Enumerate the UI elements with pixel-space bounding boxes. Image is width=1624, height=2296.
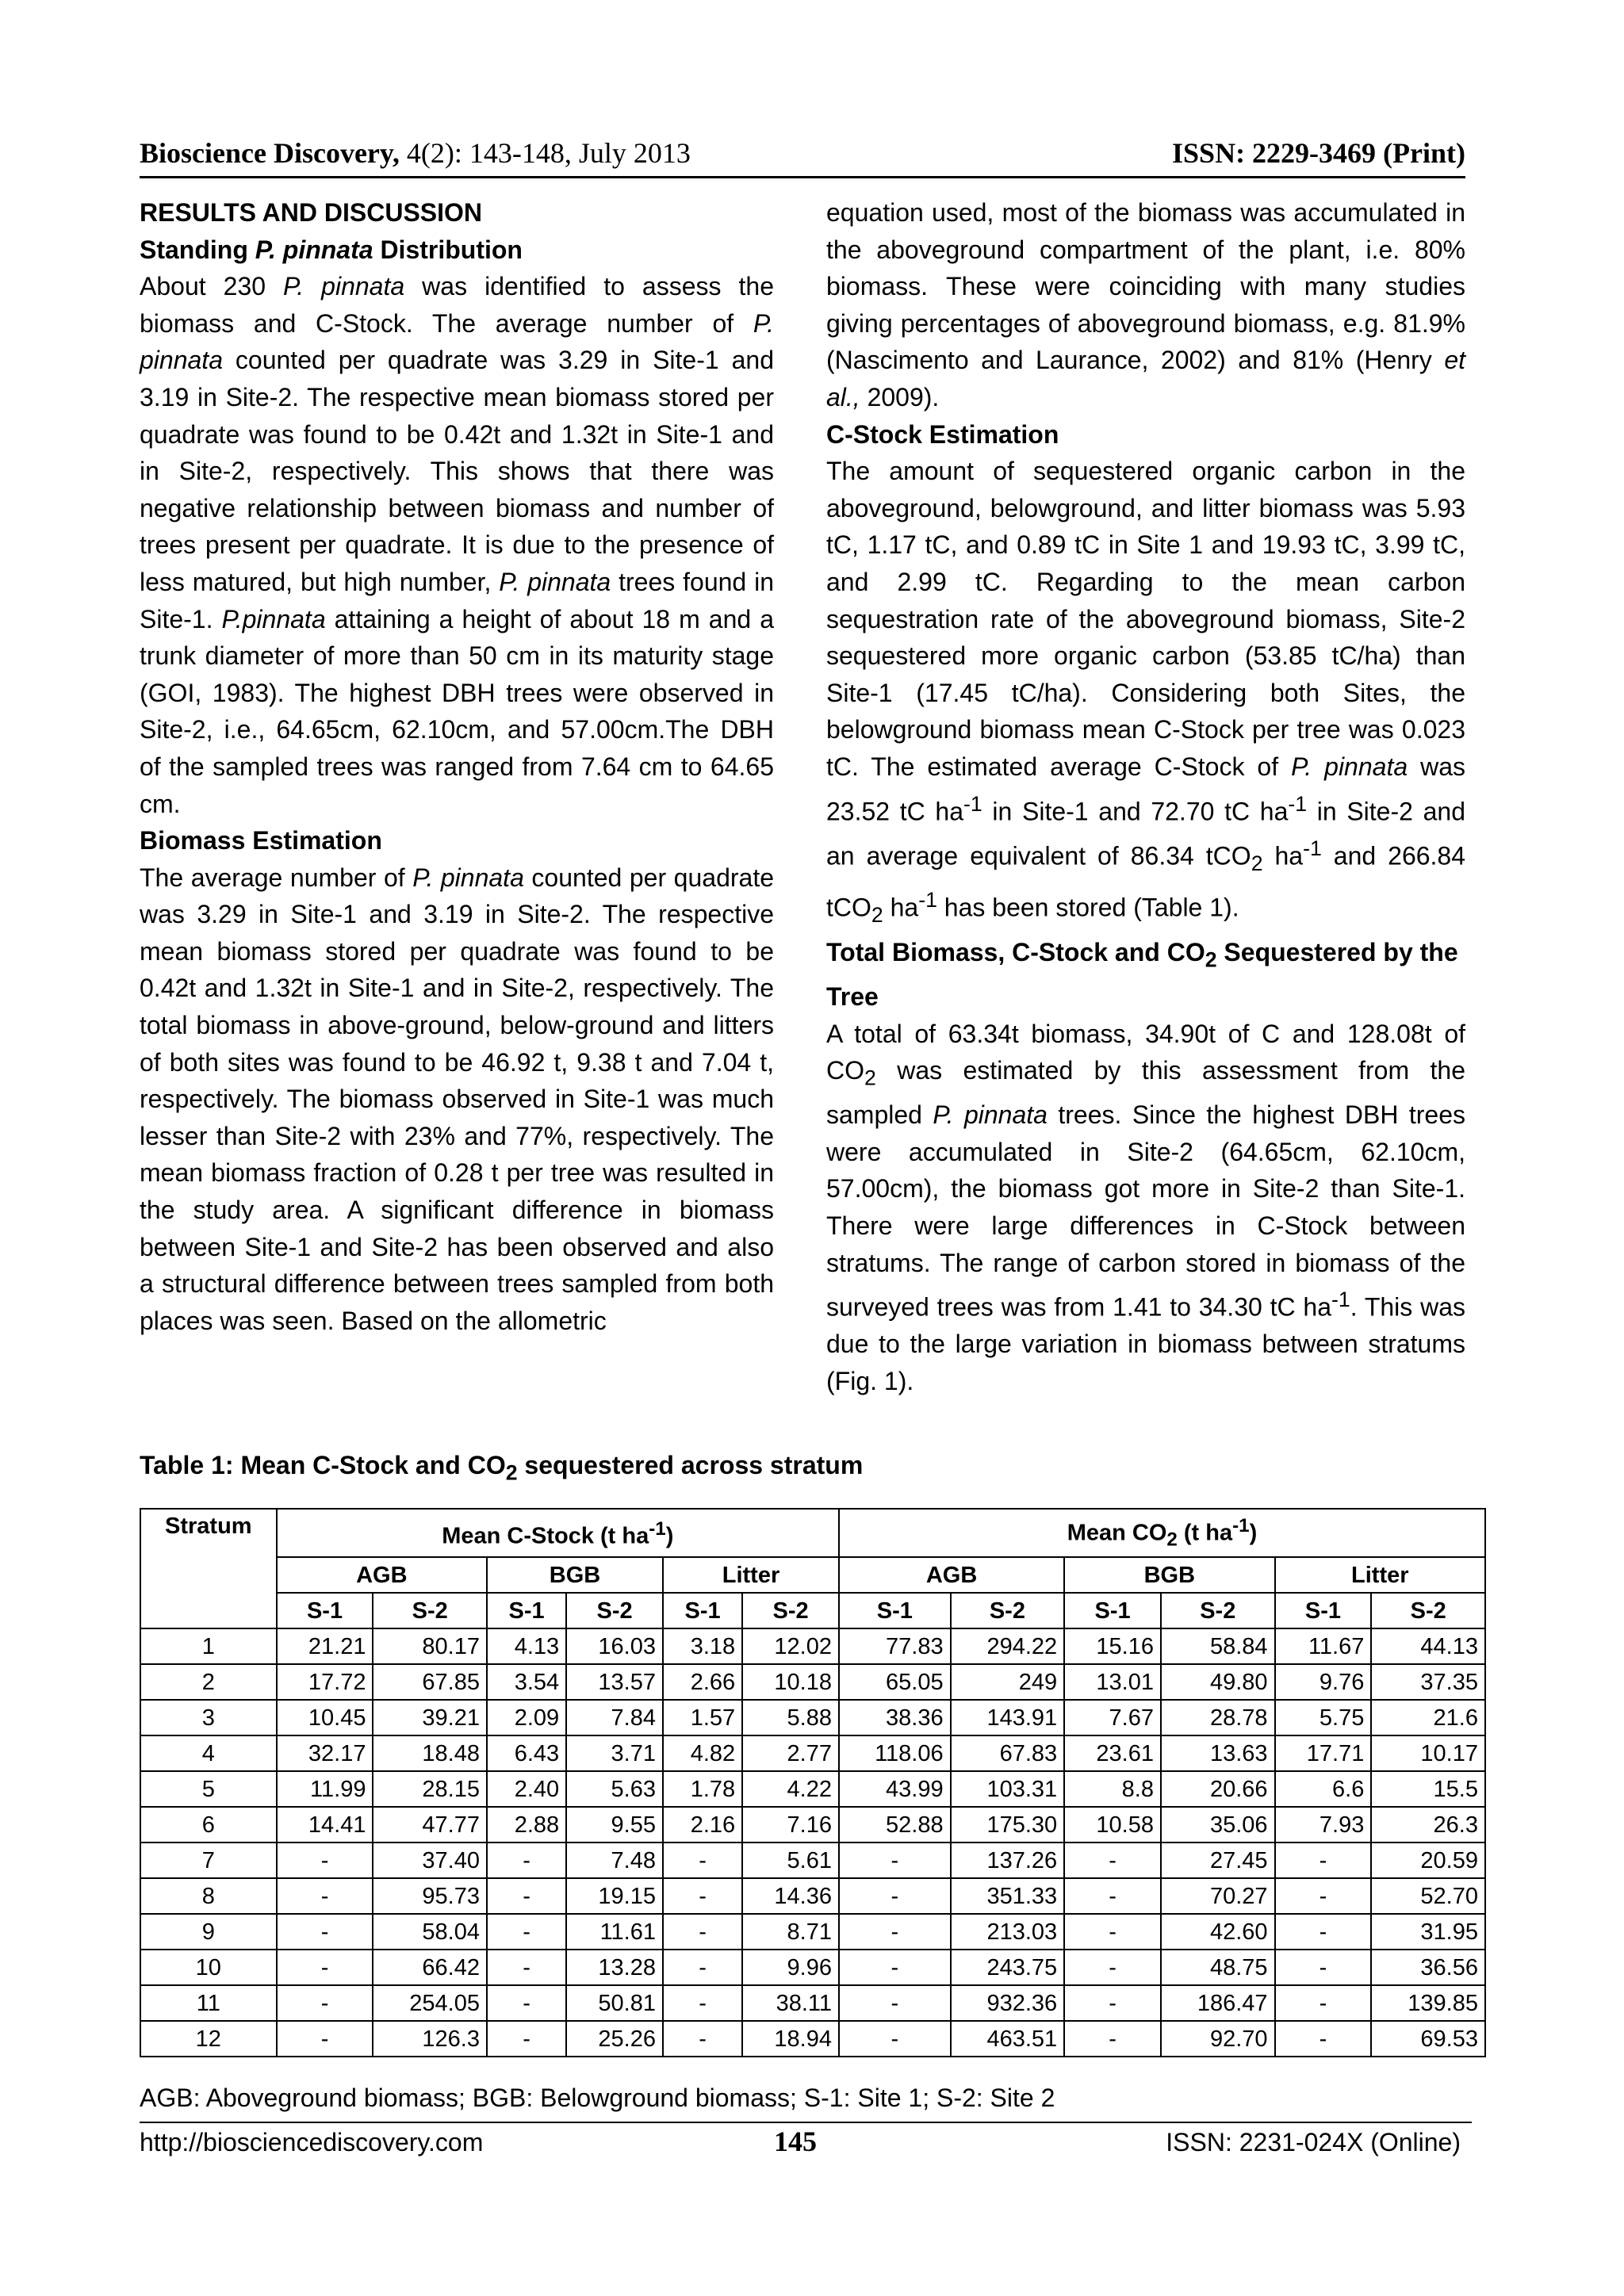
journal-issue: 4(2): 143-148, July 2013 [399, 137, 691, 169]
value-cell: 7.93 [1275, 1807, 1372, 1843]
value-cell: 23.61 [1064, 1735, 1161, 1771]
site-header: S-2 [742, 1593, 839, 1628]
value-cell: - [1275, 1914, 1372, 1950]
value-cell: 351.33 [951, 1878, 1065, 1914]
value-cell: 463.51 [951, 2021, 1065, 2057]
site-header: S-1 [487, 1593, 566, 1628]
paragraph-distribution: About 230 P. pinnata was identified to assess the biomass and C-Stock. The average number of P. pinnata counted per quadrate was 3.29 in Site-1 and 3.19 in Site-2. The respective mean biomass stored per quadrate was found to be 0.42t and 1.32t in Site-1 and in Site-2, respectively. This shows that there was negative relationship between biomass and number of trees present per quadrate. It is due to the presence of less matured, but high number, P. pinnata trees found in Site-1. P.pinnata attaining a height of about 18 m and a trunk diameter of more than 50 cm in its maturity stage (GOI, 1983). The highest DBH trees were observed in Site-2, i.e., 64.65cm, 62.10cm, and 57.00cm.The DBH of the sampled trees was ranged from 7.64 cm to 64.65 cm. [140, 272, 775, 818]
value-cell: 69.53 [1371, 2021, 1485, 2057]
value-cell: 294.22 [951, 1628, 1065, 1664]
value-cell: 6.43 [487, 1735, 566, 1771]
value-cell: 137.26 [951, 1843, 1065, 1878]
site-header: S-1 [839, 1593, 951, 1628]
value-cell: 11.61 [566, 1914, 663, 1950]
value-cell: 186.47 [1161, 1985, 1275, 2021]
value-cell: - [839, 1985, 951, 2021]
stratum-cell: 10 [140, 1950, 277, 1985]
value-cell: - [1275, 1843, 1372, 1878]
value-cell: - [1064, 2021, 1161, 2057]
value-cell: 11.67 [1275, 1628, 1372, 1664]
value-cell: 7.84 [566, 1700, 663, 1735]
value-cell: - [1275, 1950, 1372, 1985]
value-cell: 80.17 [373, 1628, 487, 1664]
value-cell: 118.06 [839, 1735, 951, 1771]
value-cell: - [277, 1878, 373, 1914]
issn-print: ISSN: 2229-3469 (Print) [1172, 137, 1465, 169]
value-cell: - [487, 1843, 566, 1878]
page-footer [140, 2122, 1472, 2163]
section-title: RESULTS AND DISCUSSION [140, 198, 483, 227]
value-cell: 11.99 [277, 1771, 373, 1807]
subgroup-header: AGB [839, 1557, 1064, 1593]
value-cell: 2.77 [742, 1735, 839, 1771]
value-cell: 17.71 [1275, 1735, 1372, 1771]
site-header: S-2 [1161, 1593, 1275, 1628]
subheading-biomass: Biomass Estimation [140, 826, 382, 855]
stratum-cell: 9 [140, 1914, 277, 1950]
table-row [140, 1771, 1485, 1807]
table-row [140, 2021, 1485, 2057]
site-header: S-2 [566, 1593, 663, 1628]
value-cell: 13.01 [1064, 1664, 1161, 1700]
table-row [140, 1664, 1485, 1700]
value-cell: 17.72 [277, 1664, 373, 1700]
value-cell: 20.59 [1371, 1843, 1485, 1878]
value-cell: 139.85 [1371, 1985, 1485, 2021]
value-cell: - [839, 1914, 951, 1950]
subgroup-header-row [140, 1557, 1485, 1593]
value-cell: 47.77 [373, 1807, 487, 1843]
value-cell: - [277, 1985, 373, 2021]
value-cell: 13.63 [1161, 1735, 1275, 1771]
stratum-cell: 7 [140, 1843, 277, 1878]
table-row [140, 1700, 1485, 1735]
value-cell: 143.91 [951, 1700, 1065, 1735]
value-cell: - [1064, 1914, 1161, 1950]
value-cell: 28.78 [1161, 1700, 1275, 1735]
subheading-cstock: C-Stock Estimation [826, 419, 1059, 449]
value-cell: 2.88 [487, 1807, 566, 1843]
right-column [826, 194, 1465, 1400]
value-cell: 37.35 [1371, 1664, 1485, 1700]
value-cell: 213.03 [951, 1914, 1065, 1950]
stratum-header: Stratum [140, 1509, 277, 1628]
value-cell: 126.3 [373, 2021, 487, 2057]
stratum-cell: 12 [140, 2021, 277, 2057]
value-cell: 2.66 [663, 1664, 742, 1700]
footer-issn-online: ISSN: 2231-024X (Online) [1166, 2128, 1461, 2156]
value-cell: - [839, 2021, 951, 2057]
value-cell: 66.42 [373, 1950, 487, 1985]
subgroup-header: BGB [1064, 1557, 1274, 1593]
journal-name: Bioscience Discovery, [140, 137, 400, 169]
table-row [140, 1735, 1485, 1771]
value-cell: 26.3 [1371, 1807, 1485, 1843]
subgroup-header: BGB [487, 1557, 663, 1593]
value-cell: 67.83 [951, 1735, 1065, 1771]
value-cell: 10.18 [742, 1664, 839, 1700]
page-header [140, 136, 1465, 178]
value-cell: 38.36 [839, 1700, 951, 1735]
value-cell: 2.16 [663, 1807, 742, 1843]
value-cell: 43.99 [839, 1771, 951, 1807]
value-cell: 36.56 [1371, 1950, 1485, 1985]
value-cell: 9.55 [566, 1807, 663, 1843]
value-cell: 3.18 [663, 1628, 742, 1664]
value-cell: - [277, 1914, 373, 1950]
table-row [140, 1628, 1485, 1664]
value-cell: 254.05 [373, 1985, 487, 2021]
stratum-cell: 8 [140, 1878, 277, 1914]
value-cell: 67.85 [373, 1664, 487, 1700]
value-cell: 4.82 [663, 1735, 742, 1771]
value-cell: 58.04 [373, 1914, 487, 1950]
value-cell: - [663, 1914, 742, 1950]
subheading-distribution: Standing P. pinnata Distribution [140, 235, 523, 264]
value-cell: 249 [951, 1664, 1065, 1700]
value-cell: 49.80 [1161, 1664, 1275, 1700]
value-cell: 18.48 [373, 1735, 487, 1771]
value-cell: 9.96 [742, 1950, 839, 1985]
value-cell: - [1064, 1950, 1161, 1985]
stratum-cell: 4 [140, 1735, 277, 1771]
table-row [140, 1985, 1485, 2021]
table-row [140, 1878, 1485, 1914]
value-cell: 12.02 [742, 1628, 839, 1664]
value-cell: - [663, 1950, 742, 1985]
value-cell: - [487, 1878, 566, 1914]
value-cell: 10.58 [1064, 1807, 1161, 1843]
value-cell: 15.16 [1064, 1628, 1161, 1664]
stratum-cell: 6 [140, 1807, 277, 1843]
value-cell: 5.88 [742, 1700, 839, 1735]
value-cell: 50.81 [566, 1985, 663, 2021]
value-cell: 14.36 [742, 1878, 839, 1914]
value-cell: 1.57 [663, 1700, 742, 1735]
value-cell: 3.71 [566, 1735, 663, 1771]
table-footnote: AGB: Aboveground biomass; BGB: Belowground biomass; S-1: Site 1; S-2: Site 2 [140, 2084, 1055, 2112]
value-cell: 39.21 [373, 1700, 487, 1735]
value-cell: 16.03 [566, 1628, 663, 1664]
value-cell: - [663, 2021, 742, 2057]
value-cell: 77.83 [839, 1628, 951, 1664]
value-cell: 4.13 [487, 1628, 566, 1664]
site-header: S-2 [1371, 1593, 1485, 1628]
journal-citation [140, 136, 691, 170]
value-cell: 103.31 [951, 1771, 1065, 1807]
value-cell: - [277, 1843, 373, 1878]
value-cell: 27.45 [1161, 1843, 1275, 1878]
value-cell: 13.57 [566, 1664, 663, 1700]
paragraph-biomass-continued: equation used, most of the biomass was accumulated in the aboveground compartment of the plant, i.e. 80% biomass. These were coinciding with many studies giving percentages of aboveground biomass, e.g. 81.9% (Nascimento and Laurance, 2002) and 81% (Henry et al., 2009). [826, 198, 1465, 411]
value-cell: 6.6 [1275, 1771, 1372, 1807]
value-cell: - [1275, 2021, 1372, 2057]
value-cell: - [487, 1914, 566, 1950]
value-cell: 7.16 [742, 1807, 839, 1843]
value-cell: 70.27 [1161, 1878, 1275, 1914]
page-number: 145 [774, 2126, 817, 2157]
value-cell: - [1064, 1985, 1161, 2021]
value-cell: 175.30 [951, 1807, 1065, 1843]
value-cell: - [487, 1985, 566, 2021]
value-cell: 4.22 [742, 1771, 839, 1807]
subgroup-header: Litter [663, 1557, 839, 1593]
value-cell: 2.09 [487, 1700, 566, 1735]
paragraph-biomass: The average number of P. pinnata counted per quadrate was 3.29 in Site-1 and 3.19 in Site-2. The respective mean biomass stored per quadrate was found to be 0.42t and 1.32t in Site-1 and in Site-2, respectively. The total biomass in above-ground, below-ground and litters of both sites was found to be 46.92 t, 9.38 t and 7.04 t, respectively. The biomass observed in Site-1 was much lesser than Site-2 with 23% and 77%, respectively. The mean biomass fraction of 0.28 t per tree was resulted in the study area. A significant difference in biomass between Site-1 and Site-2 has been observed and also a structural difference between trees sampled from both places was seen. Based on the allometric [140, 863, 775, 1335]
cstock-group-header: Mean C-Stock (t $ha^{-1}$) [277, 1509, 839, 1557]
value-cell: 5.61 [742, 1843, 839, 1878]
value-cell: 37.40 [373, 1843, 487, 1878]
table-row [140, 1950, 1485, 1985]
value-cell: 8.8 [1064, 1771, 1161, 1807]
value-cell: 10.45 [277, 1700, 373, 1735]
value-cell: 58.84 [1161, 1628, 1275, 1664]
value-cell: - [277, 1950, 373, 1985]
value-cell: 35.06 [1161, 1807, 1275, 1843]
value-cell: 15.5 [1371, 1771, 1485, 1807]
value-cell: 13.28 [566, 1950, 663, 1985]
site-header: S-1 [663, 1593, 742, 1628]
value-cell: 44.13 [1371, 1628, 1485, 1664]
value-cell: - [487, 1950, 566, 1985]
site-header: S-1 [277, 1593, 373, 1628]
subgroup-header: Litter [1275, 1557, 1485, 1593]
table-caption: Table 1: Mean C-Stock and $CO_2$ sequestered across stratum [140, 1451, 864, 1485]
table-row [140, 1807, 1485, 1843]
value-cell: 7.48 [566, 1843, 663, 1878]
site-header: S-1 [1064, 1593, 1161, 1628]
value-cell: - [839, 1878, 951, 1914]
value-cell: 52.88 [839, 1807, 951, 1843]
table-body [140, 1628, 1485, 2057]
table-row [140, 1843, 1485, 1878]
value-cell: - [1064, 1878, 1161, 1914]
stratum-cell: 5 [140, 1771, 277, 1807]
value-cell: 32.17 [277, 1735, 373, 1771]
value-cell: 38.11 [742, 1985, 839, 2021]
subgroup-header: AGB [277, 1557, 487, 1593]
paragraph-total: A total of 63.34t biomass, 34.90t of C and 128.08t of $CO_2$ was estimated by this assessment from the sampled P. pinnata trees. Since the highest DBH trees were accumulated in Site-2 (64.65cm, 62.10cm, 57.00cm), the biomass got more in Site-2 than Site-1. There were large differences in C-Stock between stratums. The range of carbon stored in biomass of the surveyed trees was from 1.41 to 34.30 tC $ha^{-1}$. This was due to the large variation in biomass between stratums (Fig. 1). [826, 1019, 1466, 1395]
value-cell: 2.40 [487, 1771, 566, 1807]
value-cell: - [663, 1985, 742, 2021]
value-cell: 19.15 [566, 1878, 663, 1914]
stratum-cell: 11 [140, 1985, 277, 2021]
stratum-cell: 3 [140, 1700, 277, 1735]
site-header: S-2 [951, 1593, 1065, 1628]
value-cell: - [1275, 1985, 1372, 2021]
value-cell: 25.26 [566, 2021, 663, 2057]
table-row [140, 1914, 1485, 1950]
value-cell: 42.60 [1161, 1914, 1275, 1950]
cstock-table [140, 1508, 1486, 2057]
value-cell: - [663, 1878, 742, 1914]
value-cell: 9.76 [1275, 1664, 1372, 1700]
value-cell: 243.75 [951, 1950, 1065, 1985]
value-cell: 52.70 [1371, 1878, 1485, 1914]
subheading-total: Total Biomass, C-Stock and $CO_2$ Sequestered by the Tree [826, 938, 1458, 1012]
value-cell: 7.67 [1064, 1700, 1161, 1735]
co2-group-header: Mean $CO_2$ (t $ha^{-1}$) [839, 1509, 1485, 1557]
value-cell: 20.66 [1161, 1771, 1275, 1807]
value-cell: 3.54 [487, 1664, 566, 1700]
stratum-cell: 2 [140, 1664, 277, 1700]
value-cell: 1.78 [663, 1771, 742, 1807]
value-cell: - [277, 2021, 373, 2057]
value-cell: 10.17 [1371, 1735, 1485, 1771]
value-cell: 932.36 [951, 1985, 1065, 2021]
site-header: S-2 [373, 1593, 487, 1628]
stratum-cell: 1 [140, 1628, 277, 1664]
value-cell: 21.6 [1371, 1700, 1485, 1735]
paragraph-cstock: The amount of sequestered organic carbon in the aboveground, belowground, and litter biomass was 5.93 tC, 1.17 tC, and 0.89 tC in Site 1 and 19.93 tC, 3.99 tC, and 2.99 tC. Regarding to the mean carbon sequestration rate of the aboveground biomass, Site-2 sequestered more organic carbon (53.85 tC/ha) than Site-1 (17.45 tC/ha). Considering both Sites, the belowground biomass mean C-Stock per tree was 0.023 tC. The estimated average C-Stock of P. pinnata was 23.52 tC $ha^{-1}$ in Site-1 and 72.70 tC $ha^{-1}$ in Site-2 and an average equivalent of 86.34 tCO$_2$ $ha^{-1}$ and 266.84 tCO$_2$ $ha^{-1}$ has been stored (Table 1). [826, 457, 1466, 928]
value-cell: 31.95 [1371, 1914, 1485, 1950]
value-cell: 95.73 [373, 1878, 487, 1914]
value-cell: 18.94 [742, 2021, 839, 2057]
value-cell: 14.41 [277, 1807, 373, 1843]
left-column [140, 194, 774, 1339]
value-cell: - [839, 1950, 951, 1985]
value-cell: - [663, 1843, 742, 1878]
value-cell: 48.75 [1161, 1950, 1275, 1985]
value-cell: 5.63 [566, 1771, 663, 1807]
footer-url[interactable]: http://biosciencediscovery.com [140, 2128, 484, 2156]
value-cell: 28.15 [373, 1771, 487, 1807]
value-cell: - [839, 1843, 951, 1878]
value-cell: - [1275, 1878, 1372, 1914]
value-cell: 8.71 [742, 1914, 839, 1950]
value-cell: 21.21 [277, 1628, 373, 1664]
site-header: S-1 [1275, 1593, 1372, 1628]
value-cell: 92.70 [1161, 2021, 1275, 2057]
value-cell: 65.05 [839, 1664, 951, 1700]
value-cell: - [487, 2021, 566, 2057]
value-cell: - [1064, 1843, 1161, 1878]
site-header-row [140, 1593, 1485, 1628]
value-cell: 5.75 [1275, 1700, 1372, 1735]
